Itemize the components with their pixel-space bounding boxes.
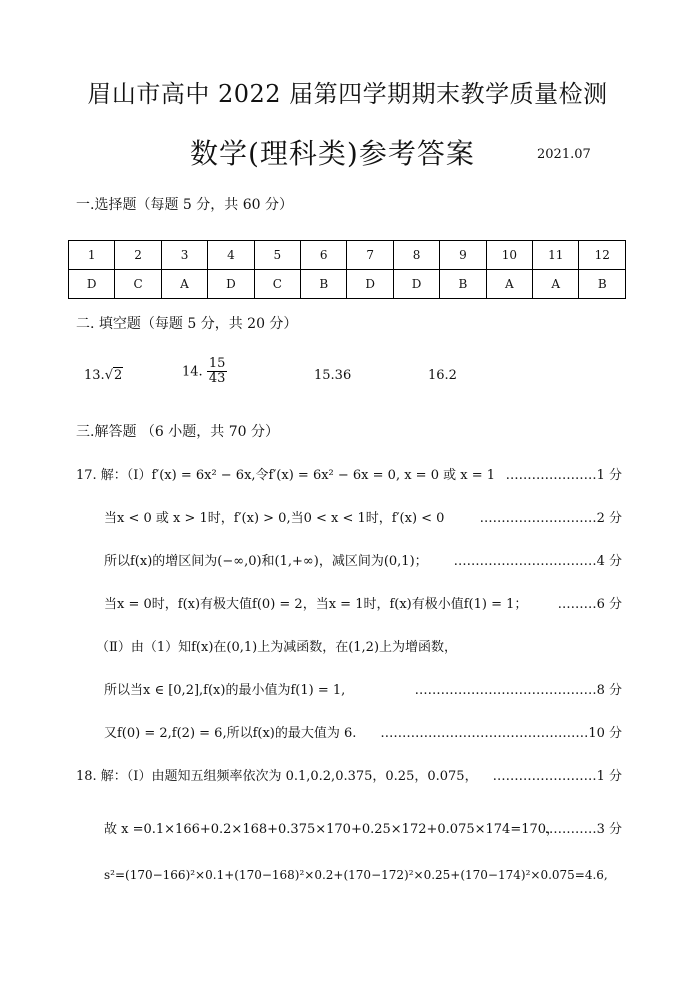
answer-cell: D: [347, 270, 393, 299]
solution-text: s²=(170−166)²×0.1+(170−168)²×0.2+(170−172)²×0.25+(170−174)²×0.075=4.6,: [104, 868, 608, 882]
answer-cell: B: [579, 270, 626, 299]
solution-line: [104, 593, 622, 613]
sqrt-icon: √: [104, 368, 113, 383]
solution-line: [104, 818, 622, 838]
fill-answer-16: 16.2: [428, 368, 457, 383]
solution-text: （Ⅱ）由（1）知f(x)在(0,1)上为减函数，在(1,2)上为增函数，: [96, 640, 458, 655]
answer-cell: D: [393, 270, 439, 299]
question-number: 2: [115, 241, 161, 270]
exam-date: 2021.07: [537, 147, 591, 162]
fill-answer-15: 15.36: [314, 368, 352, 383]
question-number: 7: [347, 241, 393, 270]
score-mark: ………………………2 分: [479, 511, 622, 526]
solution-text: 当x < 0 或 x > 1时，f′(x) > 0,当0 < x < 1时，f′(x) < 0: [104, 511, 445, 526]
solution-line: [96, 636, 622, 656]
q14-numerator: 15: [208, 356, 226, 371]
question-number: 8: [393, 241, 439, 270]
score-mark: ……………………………4 分: [453, 554, 622, 569]
solution-text: 17. 解：（Ⅰ）f′(x) = 6x² − 6x,令f′(x) = 6x² − 6x = 0, x = 0 或 x = 1: [76, 468, 495, 483]
answer-cell: A: [161, 270, 207, 299]
q13-value: 2: [113, 368, 123, 383]
question-number: 11: [533, 241, 579, 270]
answer-cell: C: [115, 270, 161, 299]
page-title: 眉山市高中 2022 届第四学期期末教学质量检测: [87, 80, 608, 108]
answer-cell: D: [69, 270, 115, 299]
answer-table-answer-row: [69, 270, 626, 299]
solution-text: 故 x =0.1×166+0.2×168+0.375×170+0.25×172+0.075×174=170，: [104, 822, 560, 837]
page-subtitle: 数学(理科类)参考答案: [190, 137, 475, 170]
answer-cell: C: [254, 270, 300, 299]
answer-cell: B: [301, 270, 347, 299]
section1-heading: 一.选择题（每题 5 分，共 60 分）: [76, 197, 293, 213]
answer-table: [68, 240, 626, 299]
question-number: 12: [579, 241, 626, 270]
answer-cell: B: [440, 270, 486, 299]
score-mark: ………6 分: [557, 597, 622, 612]
score-mark: ……………………1 分: [492, 769, 622, 784]
question-number: 9: [440, 241, 486, 270]
score-mark: ……………………………………8 分: [414, 683, 622, 698]
solution-line: [76, 464, 622, 484]
question-number: 6: [301, 241, 347, 270]
solution-line: [104, 722, 622, 742]
solution-text: 所以当x ∈ [0,2],f(x)的最小值为f(1) = 1,: [104, 683, 346, 698]
fill-answer-14: [182, 357, 227, 387]
score-mark: …………3 分: [544, 822, 622, 837]
question-number: 1: [69, 241, 115, 270]
score-mark: …………………1 分: [505, 468, 622, 483]
answer-cell: D: [208, 270, 254, 299]
answer-table-number-row: [69, 241, 626, 270]
solution-line: [104, 550, 622, 570]
solution-line: [104, 679, 622, 699]
solution-text: 又f(0) = 2,f(2) = 6,所以f(x)的最大值为 6.: [104, 726, 357, 741]
question-number: 3: [161, 241, 207, 270]
q14-fraction: [207, 357, 228, 387]
q13-label: 13.: [84, 368, 105, 383]
solution-line: [76, 765, 622, 785]
fill-answer-13: [84, 368, 123, 383]
solution-text: 所以f(x)的增区间为(−∞,0)和(1,+∞)，减区间为(0,1)；: [104, 554, 428, 569]
q14-denominator: 43: [208, 371, 226, 387]
answer-cell: A: [533, 270, 579, 299]
solution-line: [104, 868, 624, 888]
question-number: 10: [486, 241, 532, 270]
solution-text: 18. 解：（Ⅰ）由题知五组频率依次为 0.1,0.2,0.375，0.25，0.075，: [76, 769, 478, 784]
q14-label: 14.: [182, 364, 203, 380]
solution-text: 当x = 0时，f(x)有极大值f(0) = 2，当x = 1时，f(x)有极小值f(1) = 1；: [104, 597, 528, 612]
answer-cell: A: [486, 270, 532, 299]
section3-heading: 三.解答题 （6 小题，共 70 分）: [76, 424, 279, 440]
section2-heading: 二. 填空题（每题 5 分，共 20 分）: [76, 316, 298, 332]
question-number: 5: [254, 241, 300, 270]
question-number: 4: [208, 241, 254, 270]
score-mark: …………………………………………10 分: [380, 726, 622, 741]
solution-line: [104, 507, 622, 527]
